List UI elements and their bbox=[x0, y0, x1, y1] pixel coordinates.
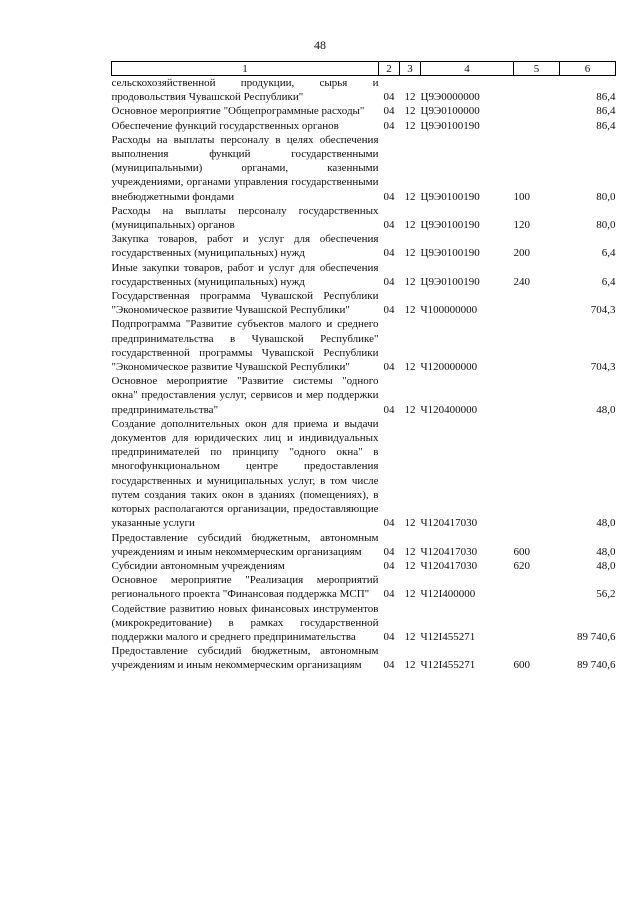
row-target-article: Ч120417030 bbox=[420, 559, 478, 572]
row-amount: 80,0 bbox=[596, 219, 616, 232]
table-row bbox=[112, 559, 616, 573]
table-row bbox=[112, 119, 616, 133]
row-target-article: Ч120417030 bbox=[420, 517, 478, 530]
row-target-article: Ч120417030 bbox=[420, 545, 478, 558]
row-section: 04 bbox=[383, 630, 395, 643]
row-amount: 704,3 bbox=[590, 361, 616, 374]
row-target-article: Ц9Э0100190 bbox=[420, 275, 480, 288]
row-expense-type bbox=[514, 417, 560, 531]
table-row bbox=[112, 531, 616, 559]
table-row bbox=[112, 232, 616, 260]
row-section: 04 bbox=[383, 219, 395, 232]
column-header-target-article: 4 bbox=[421, 62, 514, 76]
table-row bbox=[112, 602, 616, 645]
row-target-article: Ц9Э0000000 bbox=[420, 91, 480, 104]
row-description: Иные закупки товаров, работ и услуг для обеспечения государственных (муниципальных) нужд bbox=[111, 261, 379, 288]
row-expense-type: 620 bbox=[513, 559, 530, 572]
row-amount: 48,0 bbox=[596, 559, 616, 572]
row-section: 04 bbox=[383, 545, 395, 558]
row-description: Закупка товаров, работ и услуг для обеспечения государственных (муниципальных) нужд bbox=[111, 233, 379, 260]
row-subsection: 12 bbox=[404, 190, 416, 203]
row-target-article: Ч120400000 bbox=[420, 403, 478, 416]
column-header-description: 1 bbox=[112, 62, 379, 76]
row-amount: 86,4 bbox=[596, 105, 616, 118]
row-target-article: Ц9Э0100190 bbox=[420, 219, 480, 232]
row-amount: 56,2 bbox=[596, 588, 616, 601]
row-section: 04 bbox=[383, 403, 395, 416]
page-number: 48 bbox=[314, 38, 326, 52]
row-description: Расходы на выплаты персоналу государственных (муниципальных) органов bbox=[111, 204, 379, 232]
table-row bbox=[112, 204, 616, 232]
row-description: Расходы на выплаты персоналу в целях обеспечения выполнения функций государственными (муниципальными) органами, казенными учреждениями, органами управления государственными внебюджетными фондами bbox=[111, 133, 379, 203]
row-subsection: 12 bbox=[404, 630, 416, 643]
row-expense-type: 100 bbox=[513, 190, 530, 203]
table-row bbox=[112, 133, 616, 204]
table-row bbox=[112, 644, 616, 672]
row-description: Предоставление субсидий бюджетным, автономным учреждениям и иным некоммерческим организациям bbox=[111, 645, 379, 672]
row-expense-type: 200 bbox=[513, 247, 530, 260]
row-description: Предоставление субсидий бюджетным, автономным учреждениям и иным некоммерческим организациям bbox=[111, 531, 379, 558]
row-subsection: 12 bbox=[404, 105, 416, 118]
row-section: 04 bbox=[383, 275, 395, 288]
row-subsection: 12 bbox=[404, 559, 416, 572]
row-section: 04 bbox=[383, 91, 395, 104]
row-section: 04 bbox=[383, 559, 395, 572]
column-header-section: 2 bbox=[379, 62, 400, 76]
row-section: 04 bbox=[383, 119, 395, 132]
row-subsection: 12 bbox=[404, 588, 416, 601]
row-subsection: 12 bbox=[404, 119, 416, 132]
column-header-amount: 6 bbox=[560, 62, 616, 76]
row-section: 04 bbox=[383, 190, 395, 203]
row-section: 04 bbox=[383, 304, 395, 317]
table-row bbox=[112, 261, 616, 289]
row-description: сельскохозяйственной продукции, сырья и продовольствия Чувашской Республики" bbox=[111, 77, 379, 104]
row-expense-type bbox=[514, 573, 560, 601]
row-subsection: 12 bbox=[404, 361, 416, 374]
row-amount: 89 740,6 bbox=[577, 630, 616, 643]
row-section: 04 bbox=[383, 517, 395, 530]
table-row bbox=[112, 417, 616, 531]
table-row bbox=[112, 573, 616, 601]
table-row bbox=[112, 76, 616, 105]
row-expense-type bbox=[514, 317, 560, 374]
row-amount: 704,3 bbox=[590, 304, 616, 317]
row-amount: 80,0 bbox=[596, 190, 616, 203]
row-expense-type bbox=[514, 76, 560, 105]
row-section: 04 bbox=[383, 247, 395, 260]
column-header-expense-type: 5 bbox=[514, 62, 560, 76]
row-amount: 6,4 bbox=[601, 247, 616, 260]
row-section: 04 bbox=[383, 588, 395, 601]
row-subsection: 12 bbox=[404, 275, 416, 288]
budget-table bbox=[111, 61, 616, 673]
row-expense-type bbox=[514, 602, 560, 645]
row-subsection: 12 bbox=[404, 219, 416, 232]
row-subsection: 12 bbox=[404, 545, 416, 558]
row-subsection: 12 bbox=[404, 659, 416, 672]
row-description: Основное мероприятие "Развитие системы "одного окна" предоставления услуг, сервисов и мер поддержки предпринимательства" bbox=[111, 375, 379, 416]
row-description: Обеспечение функций государственных органов bbox=[111, 119, 339, 132]
row-target-article: Ц9Э0100000 bbox=[420, 105, 480, 118]
row-description: Основное мероприятие "Реализация мероприятий регионального проекта "Финансовая поддержка МСП" bbox=[111, 574, 379, 601]
row-amount: 48,0 bbox=[596, 517, 616, 530]
row-amount: 89 740,6 bbox=[577, 659, 616, 672]
row-description: Содействие развитию новых финансовых инструментов (микрокредитование) в рамках государственной поддержки малого и среднего предпринимательства bbox=[111, 602, 379, 643]
row-target-article: Ч12I455271 bbox=[420, 630, 476, 643]
row-description: Субсидии автономным учреждениям bbox=[111, 559, 285, 572]
row-description: Подпрограмма "Развитие субъектов малого и среднего предпринимательства в Чувашской Республике" государственной программы Чувашской Республики "Экономическое развитие Чувашской Республики" bbox=[111, 318, 379, 374]
table-row bbox=[112, 374, 616, 417]
table-row bbox=[112, 289, 616, 317]
row-section: 04 bbox=[383, 361, 395, 374]
table-header-row bbox=[112, 62, 616, 76]
row-expense-type bbox=[514, 374, 560, 417]
row-section: 04 bbox=[383, 105, 395, 118]
row-description: Государственная программа Чувашской Республики "Экономическое развитие Чувашской Республики" bbox=[111, 290, 379, 317]
row-amount: 48,0 bbox=[596, 545, 616, 558]
row-target-article: Ч100000000 bbox=[420, 304, 478, 317]
row-expense-type bbox=[514, 119, 560, 133]
row-description: Создание дополнительных окон для приема и выдачи документов для юридических лиц и индивидуальных предпринимателей по принципу "одного окна" в многофункциональном центре предоставления государственных и муниципальных услуг, в том числе путем создания таких окон в зданиях (помещениях), в которых располагаются организации, предоставляющие указанные услуги bbox=[111, 417, 379, 530]
table-row bbox=[112, 104, 616, 118]
row-target-article: Ц9Э0100190 bbox=[420, 247, 480, 260]
row-amount: 86,4 bbox=[596, 119, 616, 132]
row-description: Основное мероприятие "Общепрограммные расходы" bbox=[111, 105, 365, 118]
column-header-subsection: 3 bbox=[400, 62, 421, 76]
row-subsection: 12 bbox=[404, 247, 416, 260]
row-target-article: Ц9Э0100190 bbox=[420, 119, 480, 132]
row-amount: 86,4 bbox=[596, 91, 616, 104]
table-row bbox=[112, 317, 616, 374]
row-expense-type: 120 bbox=[513, 219, 530, 232]
row-amount: 48,0 bbox=[596, 403, 616, 416]
row-target-article: Ч12I455271 bbox=[420, 659, 476, 672]
row-target-article: Ч12I400000 bbox=[420, 588, 476, 601]
row-amount: 6,4 bbox=[601, 275, 616, 288]
row-expense-type: 240 bbox=[513, 275, 530, 288]
row-expense-type: 600 bbox=[513, 545, 530, 558]
row-expense-type bbox=[514, 289, 560, 317]
row-subsection: 12 bbox=[404, 517, 416, 530]
row-target-article: Ч120000000 bbox=[420, 361, 478, 374]
row-section: 04 bbox=[383, 659, 395, 672]
row-target-article: Ц9Э0100190 bbox=[420, 190, 480, 203]
row-expense-type: 600 bbox=[513, 659, 530, 672]
row-expense-type bbox=[514, 104, 560, 118]
row-subsection: 12 bbox=[404, 91, 416, 104]
row-subsection: 12 bbox=[404, 304, 416, 317]
row-subsection: 12 bbox=[404, 403, 416, 416]
